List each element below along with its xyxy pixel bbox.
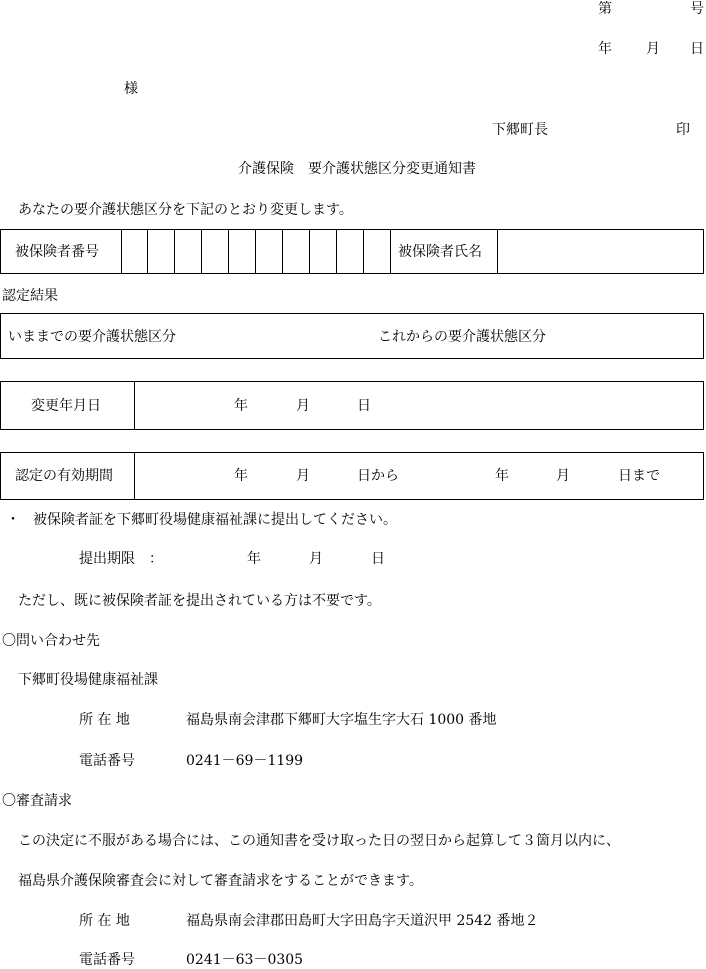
previous-care-level-label: いままでの要介護状態区分 xyxy=(8,329,176,345)
cell-divider xyxy=(174,230,175,273)
contact-heading: 〇問い合わせ先 xyxy=(2,633,100,649)
validity-end-day: 日まで xyxy=(618,468,660,484)
number-prefix: 第 xyxy=(598,1,612,17)
cell-divider xyxy=(121,230,122,273)
review-address: 福島県南会津郡田島町大字田島字天道沢甲 2542 番地２ xyxy=(186,913,539,929)
review-address-label: 所 在 地 xyxy=(79,913,130,929)
seal-mark: 印 xyxy=(676,122,690,138)
result-heading: 認定結果 xyxy=(2,288,58,304)
review-phone-label: 電話番号 xyxy=(79,952,135,968)
review-heading: 〇審査請求 xyxy=(2,793,72,809)
review-phone: 0241－63－0305 xyxy=(186,952,304,968)
cell-divider xyxy=(282,230,283,273)
validity-period-table xyxy=(0,452,704,500)
cell-divider xyxy=(255,230,256,273)
change-date-month: 月 xyxy=(296,398,310,414)
number-suffix: 号 xyxy=(690,1,704,17)
cell-divider xyxy=(336,230,337,273)
validity-start-year: 年 xyxy=(234,468,248,484)
cell-divider xyxy=(147,230,148,273)
validity-end-month: 月 xyxy=(556,468,570,484)
cell-divider xyxy=(309,230,310,273)
deadline-label: 提出期限 ： xyxy=(79,551,163,567)
bullet: ・ xyxy=(6,512,20,528)
deadline-year: 年 xyxy=(247,551,261,567)
contact-phone-label: 電話番号 xyxy=(79,753,135,769)
header-year: 年 xyxy=(598,41,612,57)
insured-info-table xyxy=(0,229,704,274)
recipient-honorific: 様 xyxy=(124,81,138,97)
change-date-day: 日 xyxy=(357,398,371,414)
deadline-month: 月 xyxy=(309,551,323,567)
change-date-label: 変更年月日 xyxy=(31,398,101,414)
deadline-day: 日 xyxy=(371,551,385,567)
contact-office: 下郷町役場健康福祉課 xyxy=(18,672,158,688)
validity-period-label: 認定の有効期間 xyxy=(15,468,113,484)
care-level-table xyxy=(0,313,704,359)
validity-end-year: 年 xyxy=(495,468,509,484)
header-month: 月 xyxy=(646,41,660,57)
cell-divider xyxy=(363,230,364,273)
cell-divider xyxy=(390,230,391,273)
review-text-line2: 福島県介護保険審査会に対して審査請求をすることができます。 xyxy=(18,873,423,889)
document-title: 介護保険 要介護状態区分変更通知書 xyxy=(238,161,476,177)
contact-phone: 0241－69－1199 xyxy=(186,753,304,769)
issuer-mayor: 下郷町長 xyxy=(492,122,548,138)
submit-instruction: 被保険者証を下郷町役場健康福祉課に提出してください。 xyxy=(33,512,397,528)
validity-start-month: 月 xyxy=(296,468,310,484)
review-text-line1: この決定に不服がある場合には、この通知書を受け取った日の翌日から起算して３箇月以内に、 xyxy=(18,833,620,849)
new-care-level-label: これからの要介護状態区分 xyxy=(378,329,546,345)
cell-divider xyxy=(497,230,498,273)
header-day: 日 xyxy=(690,41,704,57)
contact-address: 福島県南会津郡下郷町大字塩生字大石 1000 番地 xyxy=(186,712,497,728)
cell-divider xyxy=(134,453,135,499)
cell-divider xyxy=(134,382,135,429)
change-date-table xyxy=(0,381,704,430)
cell-divider xyxy=(201,230,202,273)
cell-divider xyxy=(228,230,229,273)
change-date-year: 年 xyxy=(234,398,248,414)
submit-note: ただし、既に被保険者証を提出されている方は不要です。 xyxy=(18,593,381,609)
validity-start-day: 日から xyxy=(357,468,399,484)
insured-name-label: 被保険者氏名 xyxy=(398,244,482,260)
insured-number-label: 被保険者番号 xyxy=(15,244,99,260)
contact-address-label: 所 在 地 xyxy=(79,712,130,728)
intro-text: あなたの要介護状態区分を下記のとおり変更します。 xyxy=(18,202,353,218)
